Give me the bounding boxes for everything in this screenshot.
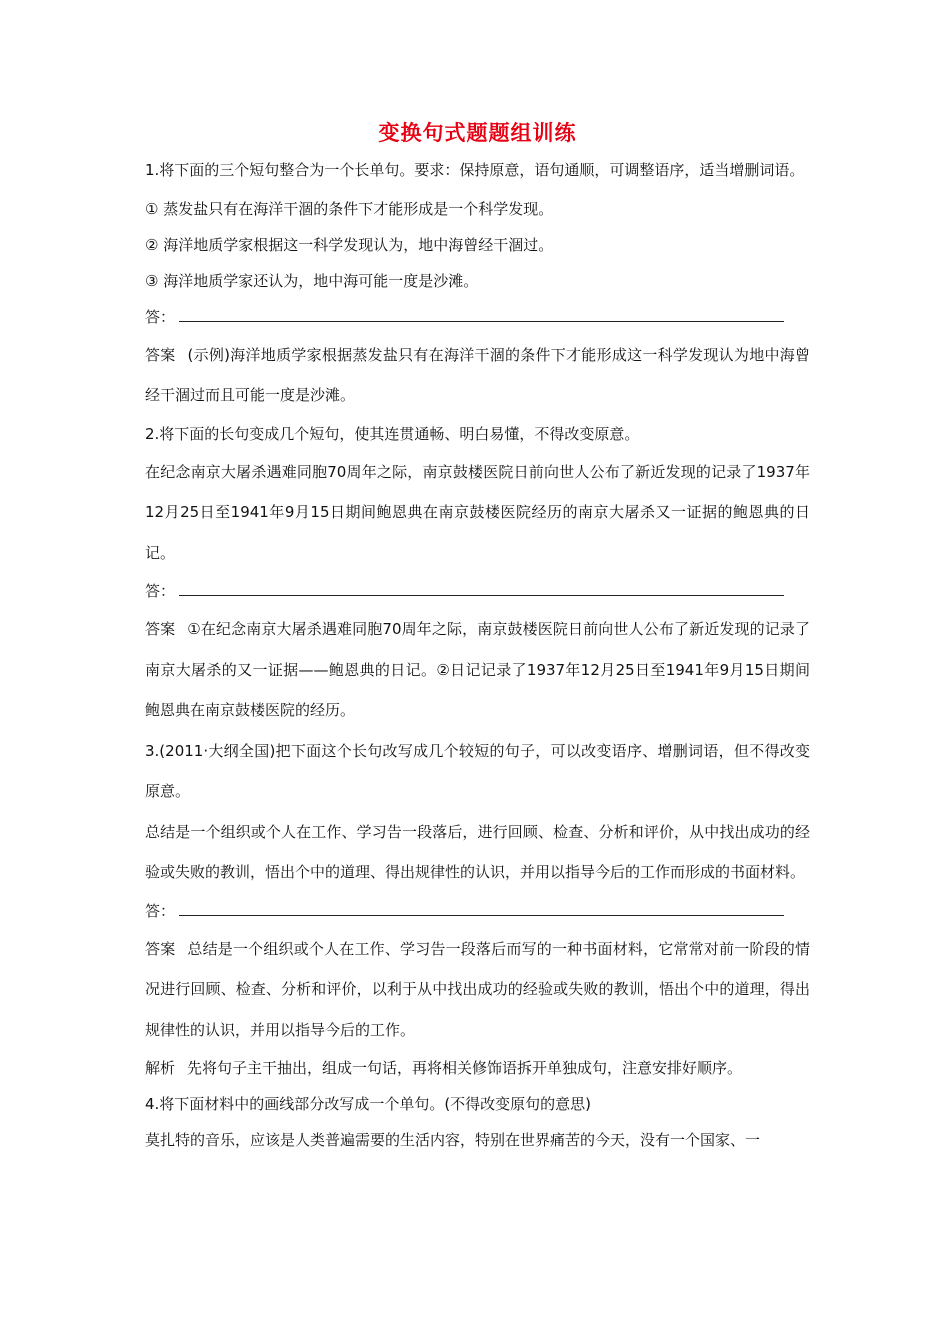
question-1-answer-blank	[145, 299, 810, 335]
question-2-material: 在纪念南京大屠杀遇难同胞70周年之际，南京鼓楼医院日前向世人公布了新近发现的记录了1937年12月25日至1941年9月15日期间鲍恩典在南京鼓楼医院经历的南京大屠杀又一证据的鲍恩典的日记。	[145, 462, 810, 562]
answer-label: 答案	[145, 620, 176, 638]
question-1-item-2: ② 海洋地质学家根据这一科学发现认为，地中海曾经干涸过。	[145, 235, 554, 254]
answer-prefix: 答：	[145, 582, 176, 600]
question-2-answer-blank	[145, 573, 810, 609]
document-page	[145, 118, 810, 1158]
question-1-item-3: ③ 海洋地质学家还认为，地中海可能一度是沙滩。	[145, 271, 479, 290]
answer-underline[interactable]	[179, 307, 784, 322]
question-1-answer	[145, 335, 810, 416]
question-1-prompt: 1.将下面的三个短句整合为一个长单句。要求：保持原意，语句通顺，可调整语序，适当增删词语。	[145, 161, 805, 179]
analysis-label: 解析	[145, 1059, 176, 1077]
question-3-answer	[145, 929, 810, 1051]
question-4-prompt: 4.将下面材料中的画线部分改写成一个单句。(不得改变原句的意思)	[145, 1095, 592, 1113]
answer-underline[interactable]	[179, 581, 784, 596]
question-2-prompt: 2.将下面的长句变成几个短句，使其连贯通畅、明白易懂，不得改变原意。	[145, 424, 640, 443]
answer-label: 答案	[145, 345, 176, 364]
answer-underline[interactable]	[179, 901, 784, 916]
question-3-prompt: 3.(2011·大纲全国)把下面这个长句改写成几个较短的句子，可以改变语序、增删词语，但不得改变原意。	[145, 741, 810, 800]
answer-prefix: 答：	[145, 901, 176, 920]
answer-text: 总结是一个组织或个人在工作、学习告一段落后而写的一种书面材料，它常常对前一阶段的情况进行回顾、检查、分析和评价，以利于从中找出成功的经验或失败的教训，悟出个中的道理，得出规律性的认识，并用以指导今后的工作。	[145, 939, 810, 1039]
question-1-item-1: ① 蒸发盐只有在海洋干涸的条件下才能形成是一个科学发现。	[145, 199, 554, 218]
question-3-material: 总结是一个组织或个人在工作、学习告一段落后，进行回顾、检查、分析和评价，从中找出成功的经验或失败的教训，悟出个中的道理、得出规律性的认识，并用以指导今后的工作而形成的书面材料。	[145, 822, 810, 881]
answer-prefix: 答：	[145, 307, 176, 326]
question-3-analysis	[145, 1050, 810, 1086]
question-4-material: 莫扎特的音乐，应该是人类普遍需要的生活内容，特别在世界痛苦的今天，没有一个国家、一	[145, 1131, 761, 1149]
page-title: 变换句式题题组训练	[378, 121, 577, 145]
question-2-answer	[145, 609, 810, 731]
analysis-text: 先将句子主干抽出，组成一句话，再将相关修饰语拆开单独成句，注意安排好顺序。	[187, 1059, 743, 1077]
answer-text: (示例)海洋地质学家根据蒸发盐只有在海洋干涸的条件下才能形成这一科学发现认为地中海曾经干涸过而且可能一度是沙滩。	[145, 345, 810, 404]
answer-label: 答案	[145, 939, 176, 958]
answer-text: ①在纪念南京大屠杀遇难同胞70周年之际，南京鼓楼医院日前向世人公布了新近发现的记录了南京大屠杀的又一证据——鲍恩典的日记。②日记记录了1937年12月25日至1941年9月15日期间鲍恩典在南京鼓楼医院的经历。	[145, 620, 810, 719]
question-3-answer-blank	[145, 893, 810, 929]
